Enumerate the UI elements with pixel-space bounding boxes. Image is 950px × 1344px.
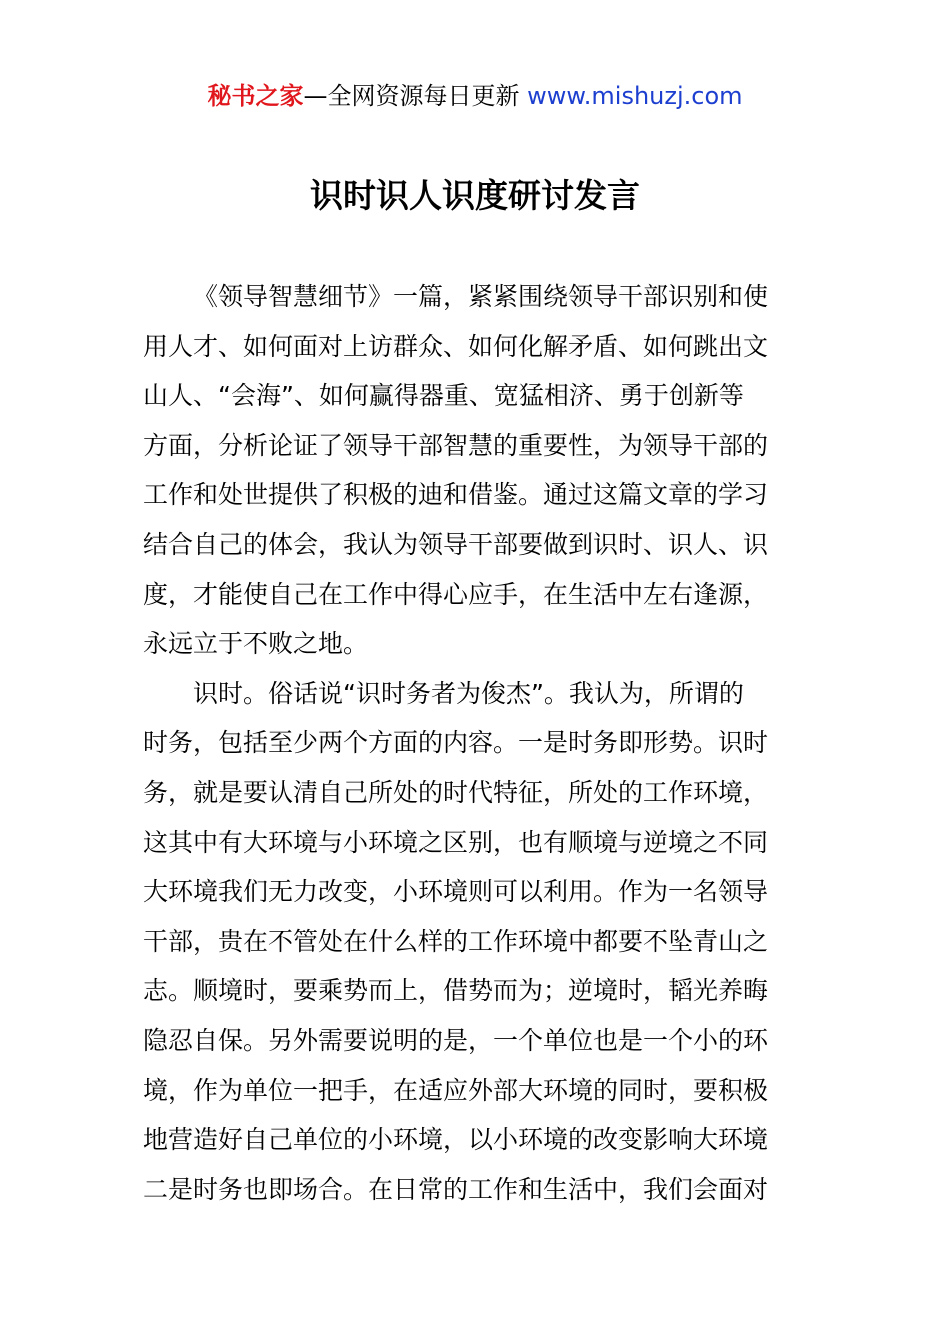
text-line: 地营造好自己单位的小环境，以小环境的改变影响大环境 xyxy=(143,1125,769,1155)
text-line: 方面，分析论证了领导干部智慧的重要性，为领导干部的 xyxy=(143,430,769,460)
text-line: 结合自己的体会，我认为领导干部要做到识时、识人、识 xyxy=(143,529,769,559)
text-line: 这其中有大环境与小环境之区别，也有顺境与逆境之不同 xyxy=(143,827,769,857)
site-header xyxy=(0,80,950,112)
text-line: 二是时务也即场合。在日常的工作和生活中，我们会面对 xyxy=(143,1174,769,1204)
site-tagline: —全网资源每日更新 xyxy=(303,82,528,110)
text-line: 识时。俗话说“识时务者为俊杰”。我认为，所谓的 xyxy=(193,678,744,708)
paragraph-2 xyxy=(143,669,813,1215)
document-body xyxy=(143,272,813,1214)
text-line: 大环境我们无力改变，小环境则可以利用。作为一名领导 xyxy=(143,877,769,907)
text-line: 永远立于不败之地。 xyxy=(143,629,369,659)
text-line: 时务，包括至少两个方面的内容。一是时务即形势。识时 xyxy=(143,728,769,758)
site-url-link[interactable]: www.mishuzj.com xyxy=(527,82,743,110)
text-line: 《领导智慧细节》一篇，紧紧围绕领导干部识别和使 xyxy=(193,282,769,311)
site-brand: 秘书之家 xyxy=(207,82,304,110)
text-line: 用人才、如何面对上访群众、如何化解矛盾、如何跳出文 xyxy=(143,331,769,361)
text-line: 山人、“会海”、如何赢得器重、宽猛相济、勇于创新等 xyxy=(143,381,744,411)
text-line: 干部，贵在不管处在什么样的工作环境中都要不坠青山之 xyxy=(143,926,769,956)
text-line: 务，就是要认清自己所处的时代特征，所处的工作环境， xyxy=(143,777,769,807)
paragraph-1 xyxy=(143,272,813,669)
text-line: 志。顺境时，要乘势而上，借势而为；逆境时，韬光养晦 xyxy=(143,976,769,1006)
text-line: 度，才能使自己在工作中得心应手，在生活中左右逢源， xyxy=(143,579,769,609)
text-line: 境，作为单位一把手，在适应外部大环境的同时，要积极 xyxy=(143,1075,769,1105)
document-title: 识时识人识度研讨发言 xyxy=(310,176,640,215)
text-line: 隐忍自保。另外需要说明的是，一个单位也是一个小的环 xyxy=(143,1025,769,1055)
text-line: 工作和处世提供了积极的迪和借鉴。通过这篇文章的学习 xyxy=(143,480,769,510)
